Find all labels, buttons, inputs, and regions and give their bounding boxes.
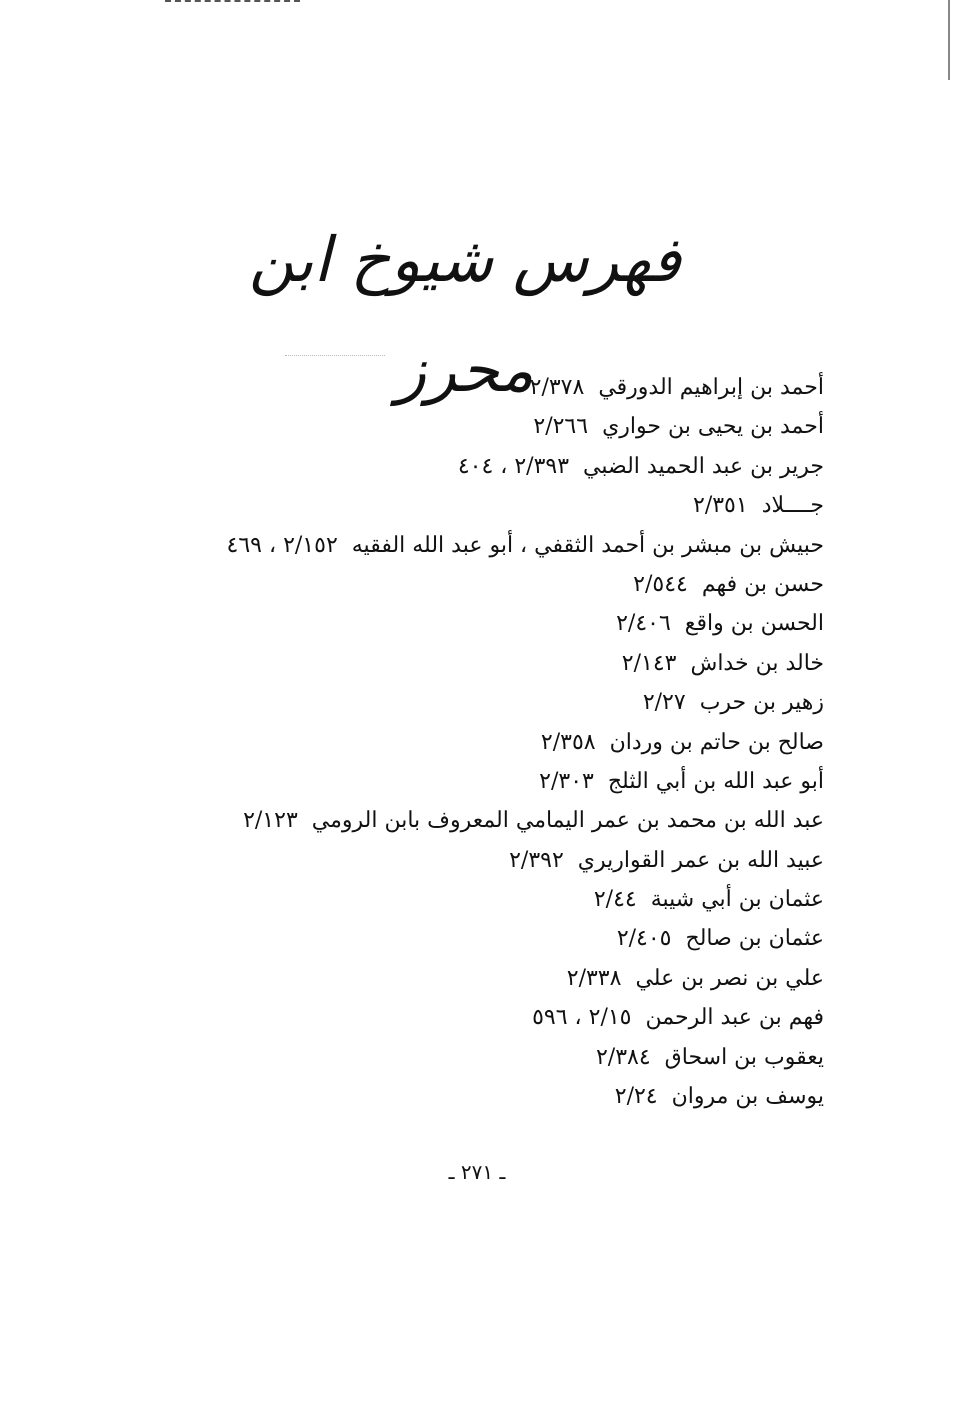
entry-reference: ٢/٣٣٨ [566, 965, 622, 991]
entry-reference: ٢/٣٩٣ ، ٤٠٤ [457, 453, 570, 479]
entry-reference: ٢/١٤٣ [621, 650, 677, 676]
entry-reference: ٢/١٥٢ ، ٤٦٩ [226, 532, 338, 558]
entry-name: جــــلاد [761, 493, 824, 519]
index-list [124, 368, 824, 1116]
index-entry [124, 1038, 824, 1077]
faint-scan-mark [285, 355, 385, 358]
entry-name: صالح بن حاتم بن وردان [609, 729, 824, 755]
entry-name: الحسن بن واقع [684, 611, 824, 637]
index-entry [124, 919, 824, 958]
entry-reference: ٢/٢٦٦ [533, 414, 589, 440]
entry-name: خالد بن خداش [690, 650, 824, 676]
index-entry [124, 407, 824, 446]
index-entry [124, 683, 824, 722]
top-dashed-rule [165, 0, 300, 4]
entry-name: أحمد بن يحيى بن حواري [602, 414, 824, 440]
index-entry [124, 801, 824, 840]
index-entry [124, 526, 824, 565]
entry-reference: ٢/٣٨٤ [595, 1044, 651, 1070]
index-entry [124, 565, 824, 604]
entry-reference: ٢/٤٠٥ [616, 926, 672, 952]
entry-name: زهير بن حرب [699, 690, 824, 716]
index-entry [124, 723, 824, 762]
entry-name: فهم بن عبد الرحمن [645, 1005, 824, 1031]
scan-edge-line [948, 0, 950, 80]
entry-reference: ٢/٣٥١ [693, 493, 748, 519]
index-entry [124, 486, 824, 525]
entry-reference: ٢/١٥ ، ٥٩٦ [532, 1005, 632, 1031]
page-title: فهرس شيوخ ابن محرز [249, 223, 681, 406]
entry-name: عبد الله بن محمد بن عمر اليمامي المعروف بابن الرومي [311, 808, 824, 834]
index-entry [124, 644, 824, 683]
entry-name: علي بن نصر بن علي [635, 965, 824, 991]
index-entry [124, 880, 824, 919]
page-number: ـ ٢٧١ ـ [448, 1160, 506, 1184]
entry-name: يعقوب بن اسحاق [664, 1044, 824, 1070]
entry-reference: ٢/٣٠٣ [539, 768, 594, 794]
entry-name: جرير بن عبد الحميد الضبي [583, 453, 824, 479]
index-entry [124, 447, 824, 486]
entry-name: يوسف بن مروان [671, 1084, 824, 1110]
entry-reference: ٢/٣٥٨ [540, 729, 596, 755]
entry-name: أحمد بن إبراهيم الدورقي [598, 375, 824, 400]
entry-reference: ٢/٣٩٢ [509, 847, 564, 873]
index-entry [124, 762, 824, 801]
entry-name: عثمان بن أبي شيبة [650, 887, 824, 913]
entry-reference: ٢/٥٤٤ [633, 571, 688, 597]
index-entry [124, 604, 824, 643]
entry-name: أبو عبد الله بن أبي الثلج [607, 768, 824, 794]
entry-reference: ٢/٣٧٨ [529, 375, 585, 400]
entry-reference: ٢/٢٧ [642, 690, 686, 716]
entry-name: حسن بن فهم [701, 571, 824, 597]
entry-name: حبيش بن مبشر بن أحمد الثقفي ، أبو عبد الله الفقيه [351, 532, 824, 558]
entry-reference: ٢/٢٤ [614, 1084, 658, 1110]
entry-reference: ٢/٤٠٦ [616, 611, 671, 637]
entry-reference: ٢/١٢٣ [243, 808, 298, 834]
index-entry [124, 959, 824, 998]
entry-name: عبيد الله بن عمر القواريري [577, 847, 824, 873]
index-entry [124, 998, 824, 1037]
index-entry [124, 368, 824, 407]
entry-reference: ٢/٤٤ [593, 887, 637, 913]
entry-name: عثمان بن صالح [685, 926, 824, 952]
index-entry [124, 841, 824, 880]
index-entry [124, 1077, 824, 1116]
